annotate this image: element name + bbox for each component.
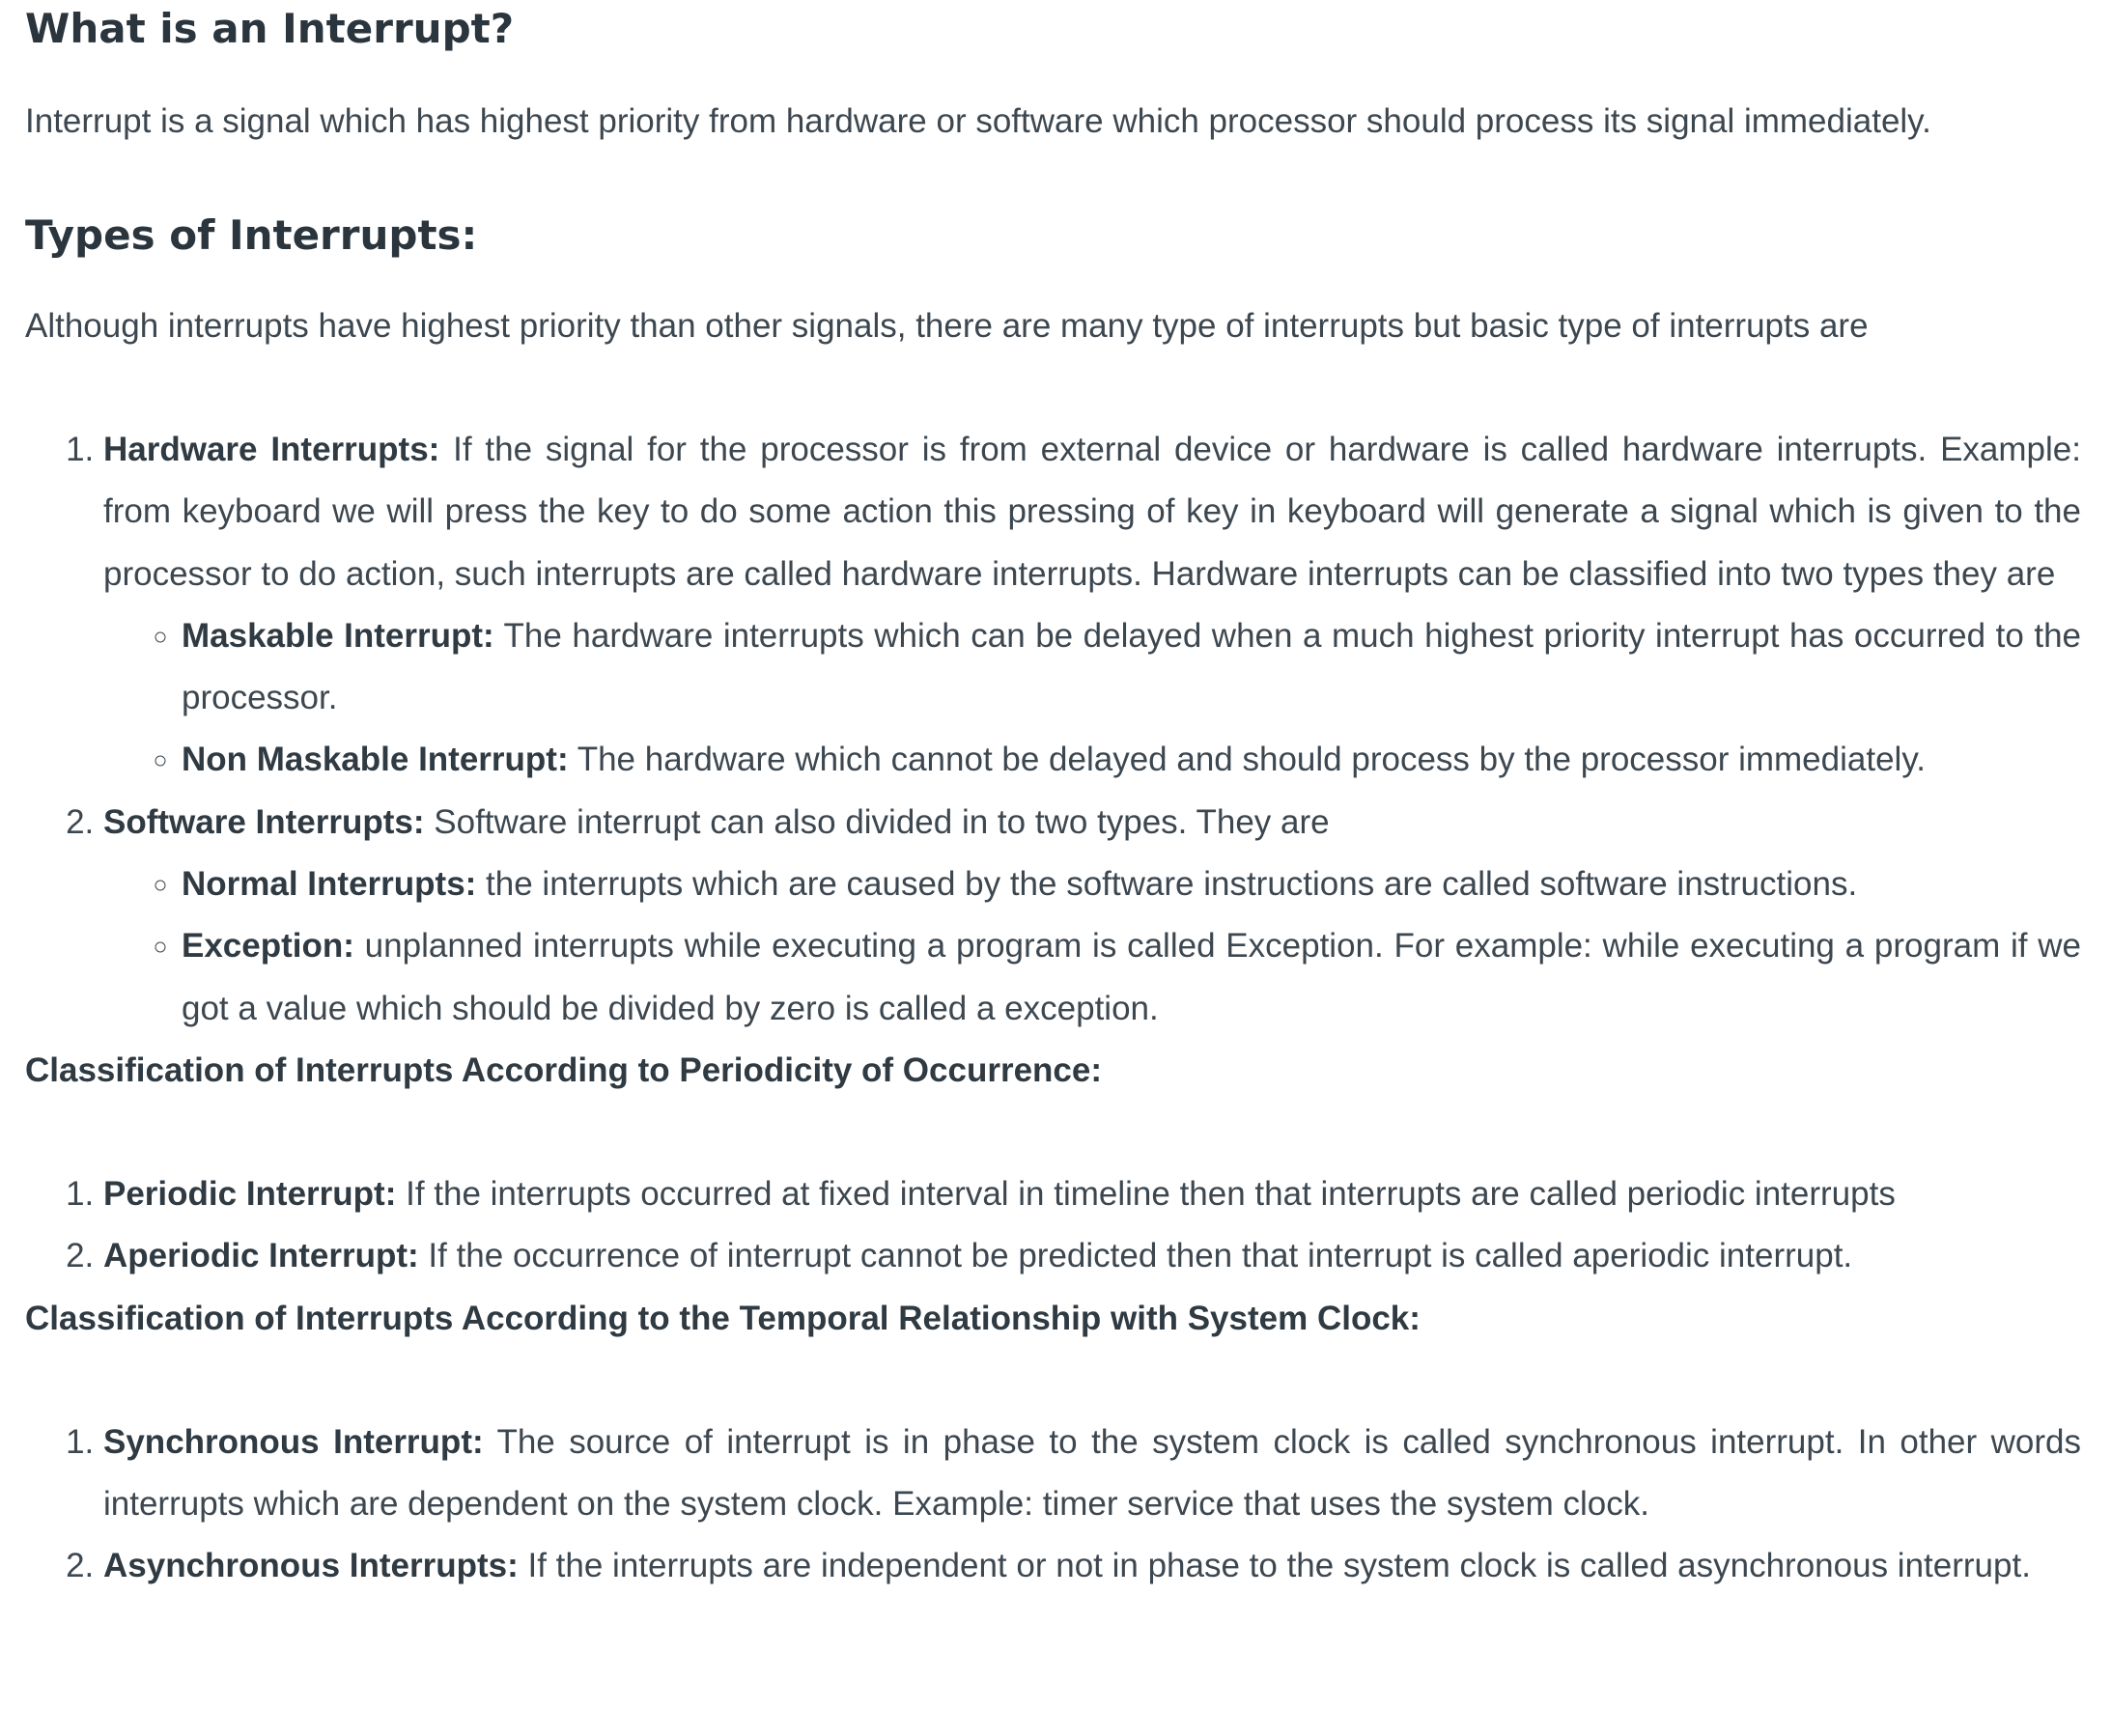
list-item-exception (182, 915, 2081, 1040)
term-non-maskable-interrupt: Non Maskable Interrupt: (182, 741, 569, 779)
term-aperiodic-interrupt: Aperiodic Interrupt: (103, 1237, 419, 1275)
types-intro: Although interrupts have highest priority than other signals, there are many type of interrupts but basic type of interrupts are (25, 307, 1869, 345)
heading-what-is-interrupt: What is an Interrupt? (25, 5, 515, 52)
list-item-maskable-interrupt (182, 605, 2081, 730)
desc-normal-interrupts: the interrupts which are caused by the software instructions are called software instructions. (476, 865, 1858, 904)
types-list (25, 419, 2081, 1040)
hardware-subtypes-list (103, 605, 2081, 792)
periodicity-list (25, 1163, 2081, 1288)
heading-types-of-interrupts: Types of Interrupts: (25, 211, 478, 259)
term-normal-interrupts: Normal Interrupts: (182, 865, 477, 904)
term-software-interrupts: Software Interrupts: (103, 802, 425, 841)
term-synchronous-interrupt: Synchronous Interrupt: (103, 1422, 484, 1461)
software-subtypes-list (103, 854, 2081, 1040)
desc-synchronous-interrupt: The source of interrupt is in phase to the system clock is called synchronous interrupt. In other words interrupts which are dependent on the system clock. Example: timer service that uses the system clock. (103, 1422, 2081, 1523)
desc-exception: unplanned interrupts while executing a program is called Exception. For example: while executing a program if we got a value which should be divided by zero is called a exception. (182, 927, 2081, 1027)
list-item-synchronous-interrupt (103, 1412, 2081, 1536)
list-item-normal-interrupts (182, 854, 2081, 915)
list-item-asynchronous-interrupts (103, 1535, 2081, 1597)
temporal-list (25, 1412, 2081, 1598)
heading-temporal-relationship: Classification of Interrupts According to the Temporal Relationship with System Clock: (25, 1299, 1421, 1337)
desc-non-maskable-interrupt: The hardware which cannot be delayed and should process by the processor immediately. (568, 741, 1926, 779)
desc-hardware-interrupts: If the signal for the processor is from external device or hardware is called hardware interrupts. Example: from keyboard we will press the key to do some action this pressing of key in keyboard will generate a signal which is given to the processor to do action, such interrupts are called hardware interrupts. Hardware interrupts can be classified into two types they are (103, 431, 2081, 593)
term-maskable-interrupt: Maskable Interrupt: (182, 616, 494, 655)
desc-maskable-interrupt: The hardware interrupts which can be delayed when a much highest priority interrupt has occurred to the processor. (182, 616, 2081, 717)
term-hardware-interrupts: Hardware Interrupts: (103, 431, 440, 468)
list-item-software-interrupts (103, 792, 2081, 1040)
desc-periodic-interrupt: If the interrupts occurred at fixed interval in timeline then that interrupts are called periodic interrupts (396, 1174, 1896, 1213)
desc-aperiodic-interrupt: If the occurrence of interrupt cannot be predicted then that interrupt is called aperiodic interrupt. (418, 1237, 1853, 1275)
list-item-non-maskable-interrupt (182, 729, 2081, 791)
list-item-periodic-interrupt (103, 1163, 2081, 1225)
heading-periodicity: Classification of Interrupts According to Periodicity of Occurrence: (25, 1050, 1103, 1089)
list-item-aperiodic-interrupt (103, 1225, 2081, 1287)
term-exception: Exception: (182, 927, 354, 966)
term-asynchronous-interrupts: Asynchronous Interrupts: (103, 1547, 519, 1585)
desc-asynchronous-interrupts: If the interrupts are independent or not in phase to the system clock is called asynchronous interrupt. (518, 1547, 2031, 1585)
interrupt-definition: Interrupt is a signal which has highest priority from hardware or software which processor should process its signal immediately. (25, 102, 1931, 140)
list-item-hardware-interrupts (103, 419, 2081, 792)
term-periodic-interrupt: Periodic Interrupt: (103, 1174, 397, 1213)
desc-software-interrupts: Software interrupt can also divided in to two types. They are (424, 802, 1330, 841)
